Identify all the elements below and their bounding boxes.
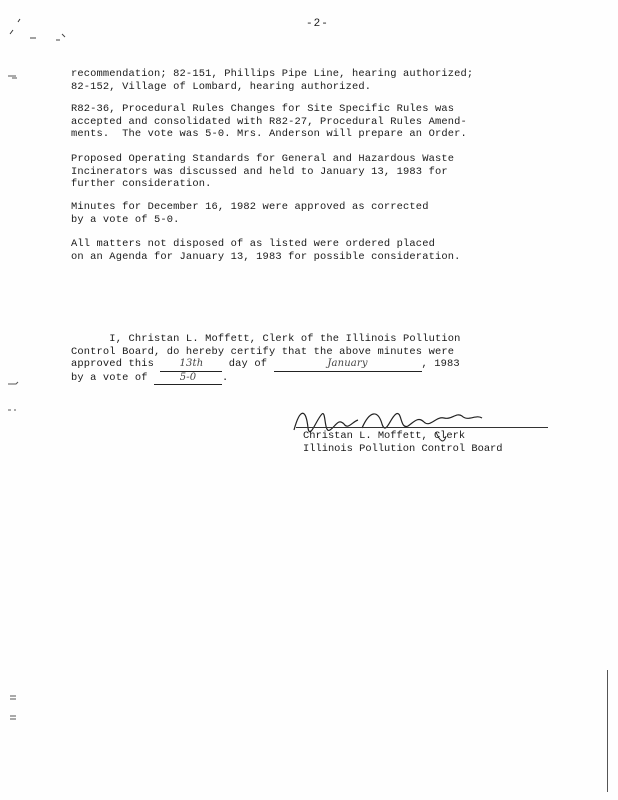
certification-line-3-mid: day of <box>222 358 274 370</box>
certification-line-3-suffix: , 1983 <box>421 358 460 370</box>
certification-line-4-suffix: . <box>222 371 229 384</box>
certification-line-4-prefix: by a vote of <box>71 371 155 384</box>
vote-field: 5-0 <box>154 372 222 386</box>
page-number: -2- <box>306 18 329 30</box>
scan-edge-line <box>607 670 608 792</box>
signatory-name: Christan L. Moffett, Clerk <box>303 430 466 442</box>
certification-line-3-prefix: approved this <box>71 358 161 370</box>
signatory-board: Illinois Pollution Control Board <box>303 442 503 455</box>
paragraph-minutes-approval: Minutes for December 16, 1982 were approved as corrected by a vote of 5-0. <box>71 201 429 226</box>
paragraph-agenda-carryover: All matters not disposed of as listed were ordered placed on an Agenda for January 13, 1983 for possible consideration. <box>71 238 461 263</box>
approved-day-field: 13th <box>160 358 222 372</box>
paragraph-incinerator-standards: Proposed Operating Standards for General and Hazardous Waste Incinerators was discussed and held to January 13, 1983 for further consideration. <box>71 153 455 190</box>
certification-block <box>71 333 461 385</box>
signature-block <box>303 430 503 455</box>
signature-line <box>296 427 548 428</box>
certification-line-1: I, Christan L. Moffett, Clerk of the Illinois Pollution <box>71 333 461 345</box>
certification-line-2: Control Board, do hereby certify that the above minutes were <box>71 345 455 358</box>
approved-month-field: January <box>274 358 422 372</box>
paragraph-procedural-rules: R82-36, Procedural Rules Changes for Site Specific Rules was accepted and consolidated with R82-27, Procedural Rules Amend- ments. The vote was 5-0. Mrs. Anderson will prepare an Order. <box>71 103 467 140</box>
paragraph-hearing-authorizations: recommendation; 82-151, Phillips Pipe Line, hearing authorized; 82-152, Village of Lombard, hearing authorized. <box>71 68 474 93</box>
